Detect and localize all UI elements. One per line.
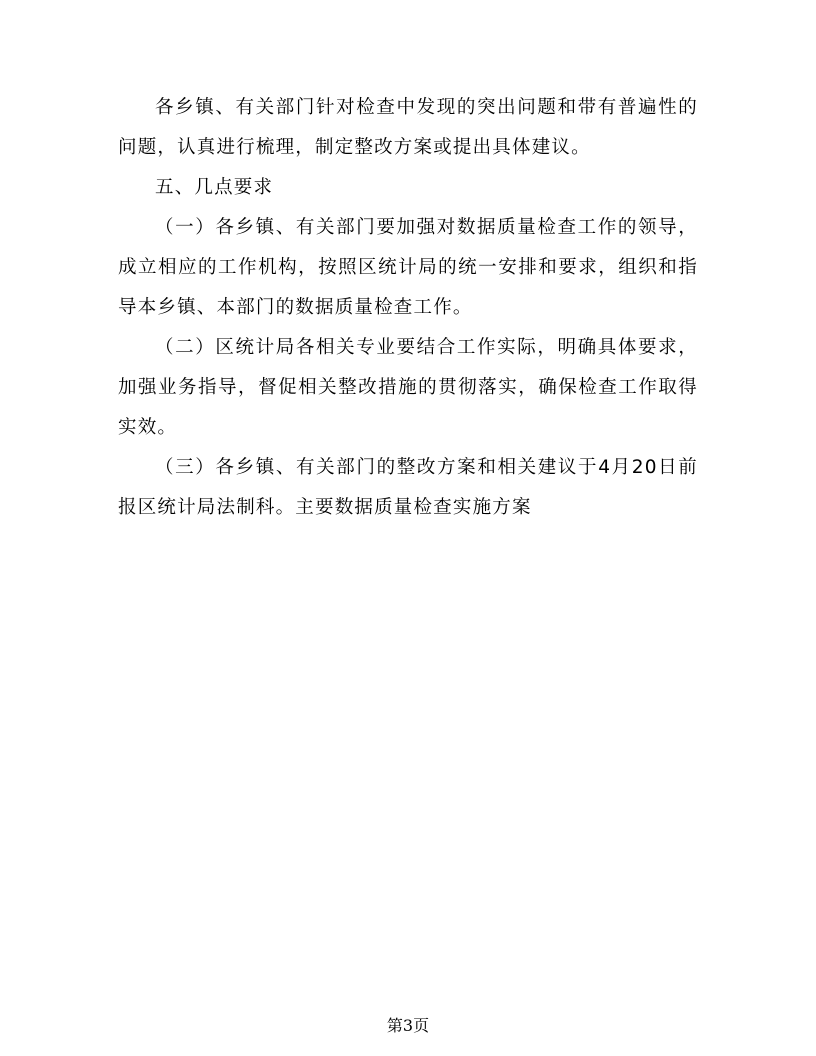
paragraph-requirement-1: （一）各乡镇、有关部门要加强对数据质量检查工作的领导，成立相应的工作机构，按照区统计局的统一安排和要求，组织和指导本乡镇、本部门的数据质量检查工作。	[118, 217, 698, 318]
page-number: 第3页	[386, 1016, 430, 1035]
paragraph-requirement-3: （三）各乡镇、有关部门的整改方案和相关建议于4月20日前报区统计局法制科。主要数据质量检查实施方案	[118, 457, 698, 518]
document-body	[118, 88, 698, 528]
section-heading-requirements: 五、几点要求	[155, 177, 274, 198]
paragraph-requirement-2: （二）区统计局各相关专业要结合工作实际，明确具体要求，加强业务指导，督促相关整改措施的贯彻落实，确保检查工作取得实效。	[118, 337, 698, 438]
paragraph-rectification: 各乡镇、有关部门针对检查中发现的突出问题和带有普遍性的问题，认真进行梳理，制定整改方案或提出具体建议。	[118, 97, 698, 158]
